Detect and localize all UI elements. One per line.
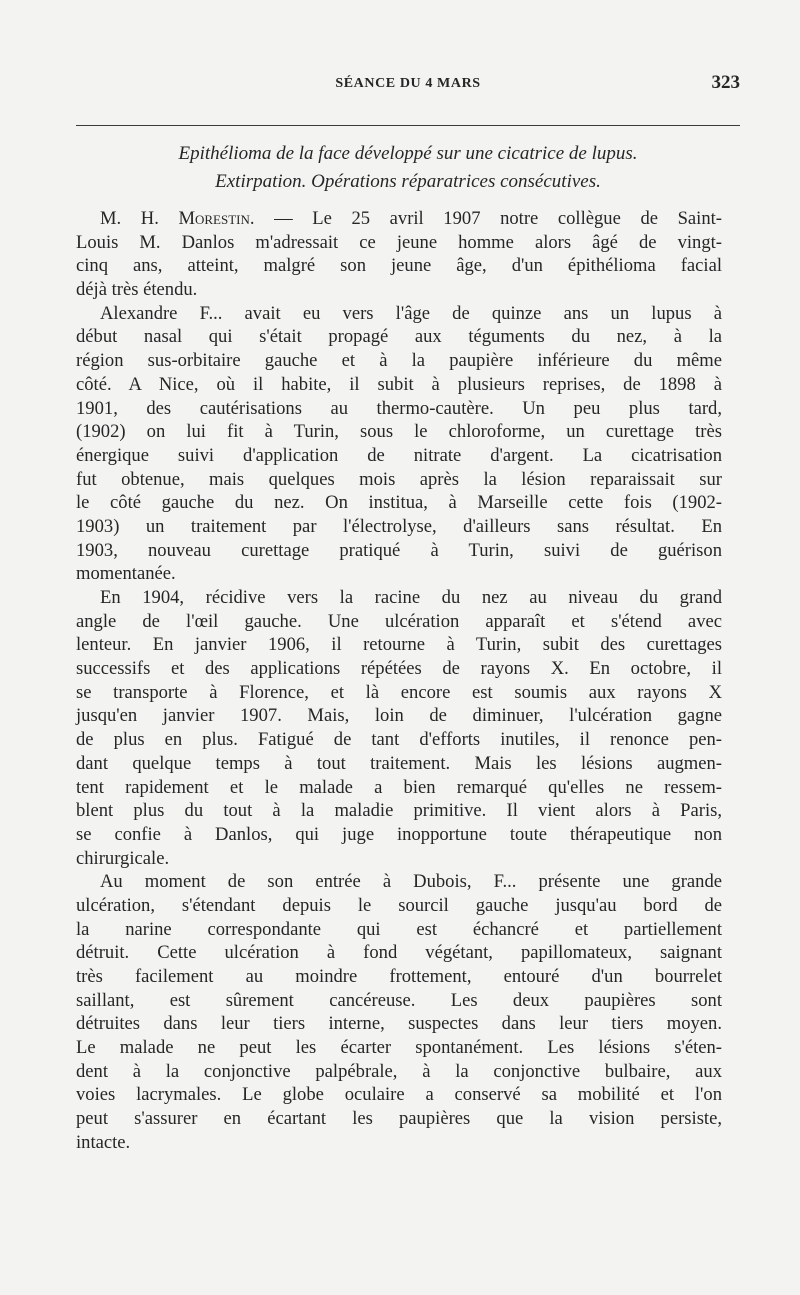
text-line: 1901, des cautérisations au thermo-cautère. Un peu plus tard,: [76, 397, 722, 419]
text-line: Au moment de son entrée à Dubois, F... présente une grande: [100, 871, 722, 893]
text-line: peut s'assurer en écartant les paupières que la vision persiste,: [76, 1108, 722, 1130]
text-line: momentanée.: [76, 563, 176, 585]
text-line: de plus en plus. Fatigué de tant d'efforts inutiles, il renonce pen-: [76, 729, 722, 751]
text-line: cinq ans, atteint, malgré son jeune âge, d'un épithélioma facial: [76, 255, 722, 277]
text-line: 1903) un traitement par l'électrolyse, d'ailleurs sans résultat. En: [76, 515, 722, 537]
text-line: se transporte à Florence, et là encore est soumis aux rayons X: [76, 681, 722, 703]
running-title: SÉANCE DU 4 MARS: [335, 76, 481, 91]
article-title: [76, 140, 740, 196]
text-line: fut obtenue, mais quelques mois après la lésion reparaissait sur: [76, 468, 722, 490]
paragraph: [76, 870, 722, 1154]
paragraph: [76, 207, 722, 302]
text-line: se confie à Danlos, qui juge inopportune toute thérapeutique non: [76, 823, 722, 845]
running-head: [76, 72, 740, 96]
text-line: voies lacrymales. Le globe oculaire a conservé sa mobilité et l'on: [76, 1084, 722, 1106]
text-line: successifs et des applications répétées de rayons X. En octobre, il: [76, 658, 722, 680]
text-line: détruit. Cette ulcération à fond végétant, papillomateux, saignant: [76, 942, 722, 964]
text-line: angle de l'œil gauche. Une ulcération apparaît et s'étend avec: [76, 610, 722, 632]
text-line: Alexandre F... avait eu vers l'âge de quinze ans un lupus à: [100, 302, 722, 324]
text-line: En 1904, récidive vers la racine du nez au niveau du grand: [100, 587, 722, 608]
text-line: Louis M. Danlos m'adressait ce jeune homme alors âgé de vingt-: [76, 231, 722, 253]
text-line: ulcération, s'étendant depuis le sourcil gauche jusqu'au bord de: [76, 894, 722, 916]
text-line: intacte.: [76, 1131, 131, 1153]
text-line: Le malade ne peut les écarter spontanément. Les lésions s'éten-: [76, 1037, 722, 1059]
text-line: M. H. Morestin. — Le 25 avril 1907 notre collègue de Saint-: [100, 208, 722, 229]
text-line: dant quelque temps à tout traitement. Mais les lésions augmen-: [76, 752, 722, 774]
paragraph: [76, 302, 722, 586]
text-line: région sus-orbitaire gauche et à la paupière inférieure du même: [76, 350, 722, 372]
article-body: [76, 207, 722, 1155]
text-line: début nasal qui s'était propagé aux téguments du nez, à la: [76, 326, 722, 348]
text-line: dent à la conjonctive palpébrale, à la conjonctive bulbaire, aux: [76, 1060, 722, 1082]
text-line: saillant, est sûrement cancéreuse. Les deux paupières sont: [76, 989, 722, 1011]
text-line: (1902) on lui fit à Turin, sous le chloroforme, un curettage très: [76, 421, 722, 443]
header-rule: [76, 125, 740, 126]
text-line: 1903, nouveau curettage pratiqué à Turin, suivi de guérison: [76, 539, 722, 561]
text-line: déjà très étendu.: [76, 279, 198, 301]
page-number: 323: [711, 72, 740, 93]
text-line: énergique suivi d'application de nitrate d'argent. La cicatrisation: [76, 444, 722, 466]
text-line: blent plus du tout à la maladie primitive. Il vient alors à Paris,: [76, 800, 722, 822]
article-title-line-2: Extirpation. Opérations réparatrices consécutives.: [215, 171, 601, 192]
text-line: la narine correspondante qui est échancré et partiellement: [76, 918, 722, 940]
text-line: le côté gauche du nez. On institua, à Marseille cette fois (1902-: [76, 492, 722, 514]
text-line: côté. A Nice, où il habite, il subit à plusieurs reprises, de 1898 à: [76, 373, 722, 395]
paragraph: [76, 586, 722, 870]
text-line: lenteur. En janvier 1906, il retourne à Turin, subit des curettages: [76, 634, 722, 656]
text-line: jusqu'en janvier 1907. Mais, loin de diminuer, l'ulcération gagne: [76, 705, 722, 727]
article-title-line-1: Epithélioma de la face développé sur une cicatrice de lupus.: [178, 143, 638, 164]
text-line: chirurgicale.: [76, 847, 170, 869]
text-line: très facilement au moindre frottement, entouré d'un bourrelet: [76, 966, 722, 987]
text-line: détruites dans leur tiers interne, suspectes dans leur tiers moyen.: [76, 1013, 722, 1035]
author-name: Morestin: [178, 208, 250, 229]
text-line: tent rapidement et le malade a bien remarqué qu'elles ne ressem-: [76, 776, 722, 798]
